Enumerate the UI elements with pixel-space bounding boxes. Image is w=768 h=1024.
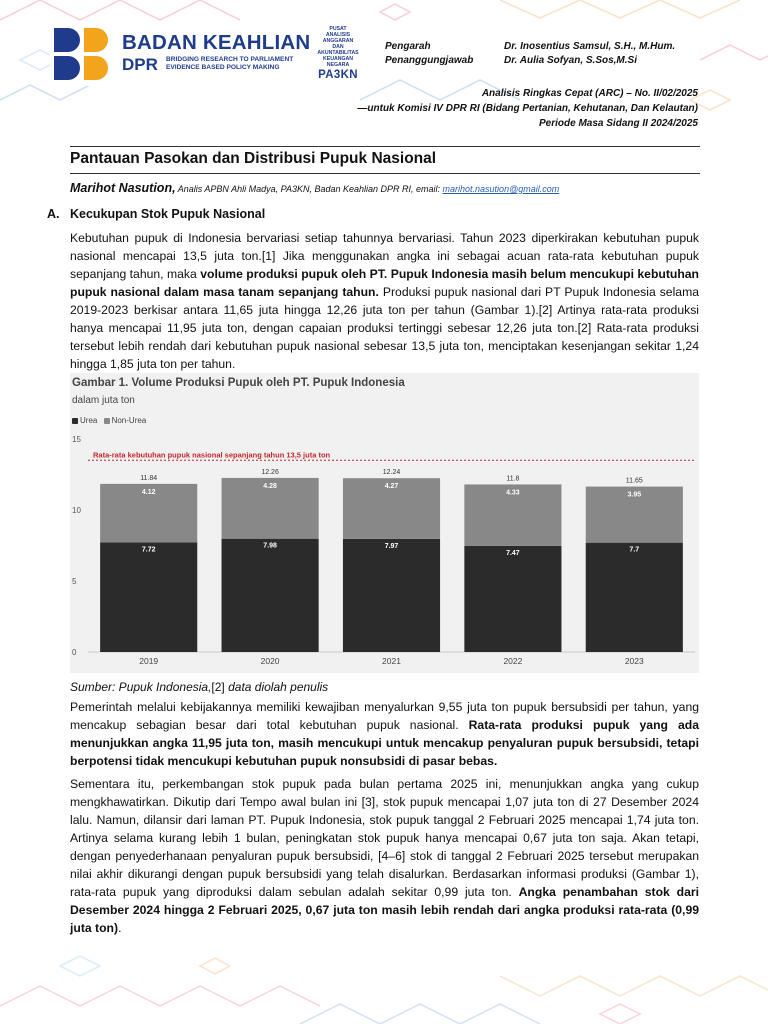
x-tick-label: 2022 bbox=[503, 656, 523, 666]
bar-urea bbox=[343, 539, 440, 652]
bar-total-label: 12.24 bbox=[382, 469, 401, 477]
bar-urea-label: 7.97 bbox=[384, 542, 399, 550]
penanggungjawab-name: Dr. Aulia Sofyan, S.Sos,M.Si bbox=[504, 55, 637, 66]
x-tick-label: 2021 bbox=[382, 656, 401, 666]
section-title: Kecukupan Stok Pupuk Nasional bbox=[70, 207, 266, 221]
bar-total-label: 11.8 bbox=[506, 475, 520, 483]
source-ref: [2] bbox=[211, 680, 225, 694]
paragraph-3-bold: Angka penambahan stok dari Desember 2024 hingga 2 Februari 2025, 0,67 juta ton masih lebih rendah dari angka produksi rata-rata (0,99 juta ton) bbox=[70, 885, 699, 935]
x-tick-label: 2023 bbox=[624, 656, 644, 666]
responsibility-labels bbox=[385, 40, 473, 68]
arc-period: Periode Masa Sidang II 2024/2025 bbox=[539, 118, 698, 129]
paragraph-1-text-c: Produksi pupuk nasional dari PT Pupuk Indonesia selama 2019-2023 berkisar antara 11,65 juta hingga 12,26 juta ton per tahun (Gambar 1).[2] Artinya rata-rata produksi hanya mencapai 11,95 juta ton, dengan capaian produksi tertinggi sebesar 12,26 juta ton.[2] Rata-rata produksi tersebut lebih rendah dari kebutuhan pupuk nasional sebesar 13,5 juta ton, menciptakan kesenjangan sekitar 1,24 hingga 1,85 juta ton per tahun. bbox=[70, 285, 700, 371]
bar-total-label: 11.84 bbox=[140, 474, 158, 482]
bar-nonurea-label: 4.12 bbox=[141, 488, 156, 496]
org-tagline-line-1: BRIDGING RESEARCH TO PARLIAMENT bbox=[166, 56, 294, 63]
y-tick-label: 0 bbox=[72, 648, 77, 657]
arc-info bbox=[357, 86, 698, 131]
legend-urea-label: Urea bbox=[80, 416, 98, 425]
section-heading bbox=[47, 207, 265, 221]
org-name: BADAN KEAHLIAN bbox=[122, 31, 311, 54]
bar-urea bbox=[222, 539, 319, 652]
author-name: Marihot Nasution, bbox=[70, 181, 176, 195]
bar-nonurea-label: 4.33 bbox=[506, 489, 520, 497]
pengarah-name: Dr. Inosentius Samsul, S.H., M.Hum. bbox=[504, 41, 676, 52]
x-tick-label: 2020 bbox=[260, 656, 280, 666]
y-tick-label: 5 bbox=[72, 577, 77, 586]
paragraph-1 bbox=[70, 229, 699, 373]
paragraph-3-text-c: . bbox=[118, 921, 122, 935]
section-number: A. bbox=[47, 207, 60, 221]
chart-source bbox=[70, 680, 328, 694]
y-tick-label: 10 bbox=[72, 506, 81, 515]
org-dpr: DPR bbox=[122, 55, 158, 74]
paragraph-1-bold: volume produksi pupuk oleh PT. Pupuk Indonesia masih belum mencukupi kebutuhan pupuk nasional dalam masa tanam sepanjang tahun. bbox=[70, 267, 700, 299]
paragraph-3-text-a: Sementara itu, perkembangan stok pupuk pada bulan pertama 2025 ini, menunjukkan angka yang cukup mengkhawatirkan. Dikutip dari Tempo awal bulan ini [3], stok pupuk mencapai 1,07 juta ton di 27 Desember 2024 lalu. Namun, dilansir dari laman PT. Pupuk Indonesia, stok pupuk tanggal 2 Februari 2025 mencapai 1,74 juta ton. Artinya selama kurang lebih 1 bulan, peningkatan stok pupuk hanya mencapai 0,67 juta ton saja. Akan tetapi, dengan penyederhanaan penyaluran pupuk bersubsidi, [4–6] stok di tanggal 2 Februari 2025 tersebut merupakan nilai akhir dikurangi dengan pupuk bersubsidi yang telah disalurkan. Berdasarkan informasi produksi (Gambar 1), rata-rata pupuk yang diproduksi dalam sebulan adalah sekitar 0,99 juta ton. bbox=[70, 777, 699, 899]
pa3kn-line-2: ANALISIS bbox=[325, 32, 351, 38]
chart-plot bbox=[70, 373, 699, 673]
reference-line-label: Rata-rata kebutuhan pupuk nasional sepanjang tahun 13,5 juta ton bbox=[93, 450, 331, 460]
chart-subtitle: dalam juta ton bbox=[72, 395, 135, 406]
pa3kn-line-7: NEGARA bbox=[326, 62, 350, 68]
paragraph-2-bold: Rata-rata produksi pupuk yang ada menunjukkan angka 11,95 juta ton, masih mencukupi untuk mencakup penyaluran pupuk bersubsidi, tetapi berpotensi tidak mencukupi kebutuhan pupuk nonsubsidi di pasar bebas. bbox=[70, 718, 699, 768]
pa3kn-line-1: PUSAT bbox=[329, 26, 347, 32]
title-rule-bottom bbox=[70, 173, 700, 174]
pa3kn-line-3: ANGGARAN bbox=[322, 38, 354, 44]
source-text: Sumber: Pupuk Indonesia, bbox=[70, 680, 212, 694]
penanggungjawab-label: Penanggungjawab bbox=[385, 55, 474, 66]
org-tagline bbox=[166, 56, 306, 72]
document-header bbox=[0, 0, 768, 140]
legend-nonurea-label: Non-Urea bbox=[111, 416, 147, 425]
source-note: data diolah penulis bbox=[224, 680, 329, 694]
pa3kn-line-6: KEUANGAN bbox=[323, 56, 353, 62]
paragraph-3 bbox=[70, 775, 699, 937]
title-rule-top bbox=[70, 146, 700, 147]
paragraph-2-text-a: Pemerintah melalui kebijakannya memiliki kewajiban menyalurkan 9,55 juta ton pupuk bersubsidi per tahun, yang mencakup sebagian besar dari total kebutuhan pupuk nasional. bbox=[70, 700, 699, 732]
pa3kn-line-5: AKUNTABILITAS bbox=[317, 50, 359, 56]
chart-title: Gambar 1. Volume Produksi Pupuk oleh PT. Pupuk Indonesia bbox=[72, 377, 405, 389]
bar-urea-label: 7.72 bbox=[141, 546, 156, 554]
bar-urea bbox=[586, 543, 683, 652]
bar-total-label: 12.26 bbox=[261, 468, 279, 476]
pengarah-label: Pengarah bbox=[385, 41, 431, 52]
bar-nonurea-label: 4.28 bbox=[263, 482, 277, 490]
bar-urea-label: 7.7 bbox=[629, 546, 640, 554]
author-description: Analis APBN Ahli Madya, PA3KN, Badan Keahlian DPR RI, email: bbox=[175, 184, 443, 194]
bar-urea bbox=[100, 542, 197, 652]
bk-dpr-logo-icon bbox=[52, 26, 114, 84]
bar-total-label: 11.65 bbox=[625, 477, 643, 485]
page-title: Pantauan Pasokan dan Distribusi Pupuk Nasional bbox=[70, 150, 437, 167]
arc-commission: —untuk Komisi IV DPR RI (Bidang Pertanian, Kehutanan, Dan Kelautan) bbox=[357, 103, 698, 114]
paragraph-1-text-a: Kebutuhan pupuk di Indonesia bervariasi setiap tahunnya bervariasi. Tahun 2023 diperkirakan kebutuhan pupuk nasional mencapai 13,5 juta ton.[1] Jika menggunakan angka ini sebagai acuan rata-rata kebutuhan pupuk sepanjang tahun, maka bbox=[70, 231, 699, 281]
bar-urea-label: 7.98 bbox=[263, 542, 277, 550]
x-tick-label: 2019 bbox=[139, 656, 159, 666]
pa3kn-logo bbox=[310, 26, 366, 81]
bar-urea bbox=[464, 546, 561, 652]
bar-urea-label: 7.47 bbox=[506, 549, 520, 557]
y-tick-label: 15 bbox=[72, 435, 81, 444]
bar-nonurea-label: 3.95 bbox=[627, 491, 642, 499]
paragraph-2 bbox=[70, 698, 699, 770]
pa3kn-line-4: DAN bbox=[332, 44, 344, 50]
org-tagline-line-2: EVIDENCE BASED POLICY MAKING bbox=[166, 64, 280, 71]
arc-number: Analisis Ringkas Cepat (ARC) – No. II/02/2025 bbox=[481, 88, 698, 99]
bar-nonurea-label: 4.27 bbox=[384, 483, 399, 491]
production-chart bbox=[70, 373, 699, 673]
responsibility-names bbox=[504, 40, 675, 68]
pa3kn-abbr: PA3KN bbox=[318, 69, 358, 81]
decorative-footer-pattern bbox=[0, 936, 768, 1024]
author-email-link[interactable]: marihot.nasution@gmail.com bbox=[442, 184, 560, 194]
author-line bbox=[70, 181, 559, 195]
